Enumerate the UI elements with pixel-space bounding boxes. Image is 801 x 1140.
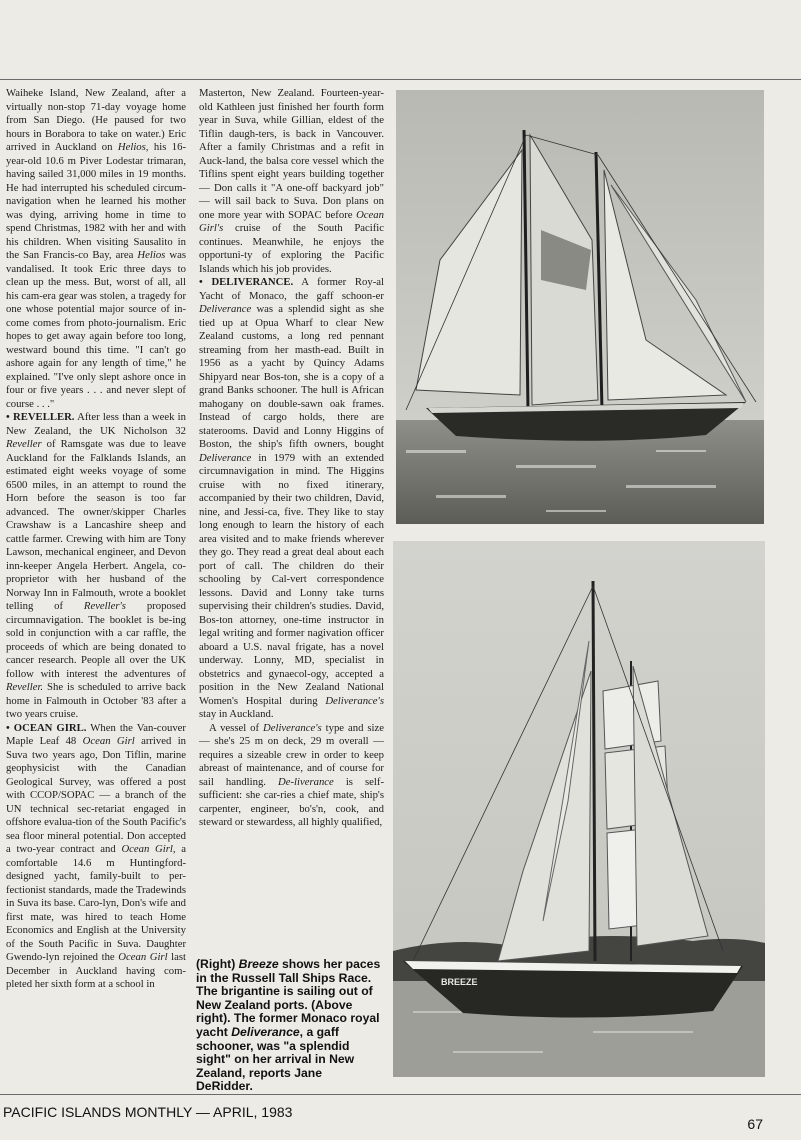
schooner-illustration <box>396 90 764 524</box>
paragraph-deliverance-crew: A vessel of Deliverance's type and size — she's 25 m on deck, 29 m overall — requires a sizeable crew in order to keep abreast of maintenance, and of course for sail handling. De-liverance is self-sufficient: she car-ries a chief mate, ship's carpenter, engineer, bo's'n, cook, and steward or stewardess, all highly qualified, <box>199 721 385 828</box>
page-number: 67 <box>747 1116 763 1132</box>
paragraph-ocean-girl: • OCEAN GIRL. When the Van-couver Maple Leaf 48 Ocean Girl arrived in Suva two years ago, Don Tiflin, marine geophysicist with the Canadian Geological Survey, was offered a post with CCOP/SOPAC — a branch of the UN technical sec-retariat engaged in offshore evalua-tion of the South Pacific's sea floor mineral potential. Don accepted a two-year contract and Ocean Girl, a comfortable 14.6 m Huntingford-designed yacht, family-built to per-fectionist standards, made the Tradewinds in Suva its base. Caro-lyn, Don's wife and first mate, was hired to teach Home Economics and English at the University of the South Pacific in Suva. Daughter Gwendo-lyn rejoined the Ocean Girl last December in Auckland having com-pleted her sixth form at a school in <box>6 721 187 990</box>
photo-caption: (Right) Breeze shows her paces in the Russell Tall Ships Race. The brigantine is sailing out of New Zealand ports. (Above right). The former Monaco royal yacht Deliverance, a gaff schooner, was "a splendid sight" on her arrival in New Zealand, reports Jane DeRidder. <box>196 957 381 1094</box>
text-column-left <box>6 87 186 992</box>
brigantine-illustration <box>393 541 765 1077</box>
top-rule <box>0 79 801 80</box>
section-heading-ocean-girl: • OCEAN GIRL. <box>6 721 87 734</box>
text-column-middle <box>199 87 384 830</box>
section-heading-reveller: • REVELLER. <box>6 411 75 423</box>
photo-breeze-brigantine <box>393 541 765 1077</box>
section-heading-deliverance: • DELIVERANCE. <box>199 276 294 288</box>
paragraph-deliverance: • DELIVERANCE. A former Roy-al Yacht of Monaco, the gaff schoon-er Deliverance was a splendid sight as she tied up at Opua Wharf to clear New Zealand customs, a long red pennant streaming from her masth-ead. Built in 1956 as a yacht by Quincy Adams Shipyard near Bos-ton, she is a copy of a grand Banks schooner. The hull is African mahogany on double-sawn oak frames. Instead of cargo holds, there are staterooms. David and Lonny Higgins of Boston, the ship's fifth owners, bought Deliverance in 1979 with an extended circumnavigation in mind. The Higgins cruise with no fixed itinerary, accompanied by their two children, David, nine, and Jessi-ca, five. They like to stay long enough to learn the history of each area visited and to make friends wherever they go. They read a great deal about each port of call. The children do their schooling by Cal-vert correspondence lessons. David and Lonny take turns supervising their children's studies. David, Bos-ton attorney, one-time instructor in legal writing and former nagivation officer aboard a U.S. naval frigate, has a novel underway. Lonny, MD, specialist in obstetrics and gynaecol-ogy, accepted a position in the New Zealand National Women's Hospital during Deliverance's stay in Auckland. <box>199 276 384 720</box>
paragraph-helios: Waiheke Island, New Zealand, after a virtually non-stop 71-day voyage home from San Diego. (He paused for two hours in Borabora to take on water.) Eric arrived in Auckland on Helios, his 16-year-old 10.6 m Piver Lodestar trimaran, having sailed 31,000 miles in 19 months. He had interrupted his scheduled circum-navigation when he learned his mother was dying, arriving home in time to spend Christmas, 1982 with her and with his children. When visiting Sausalito in the San Francis-co Bay, area Helios was vandalised. It took Eric three days to clean up the mess. But, worst of all, all his cam-era gear was stolen, a tragedy for one whose potential major source of in-come comes from photo-journalism. Eric hopes to get away again before too long, westward bound this time. "I can't go ashore again for any length of time," he explained. "I've only slept ashore once in four or five years . . . and never slept of course . . ." <box>6 87 187 410</box>
paragraph-ocean-girl-cont: Masterton, New Zealand. Fourteen-year-old Kathleen just finished her fourth form year in Suva, while Gillian, eldest of the Tiflin daugh-ters, is back in Vancouver. After a family Christmas and a refit in Auck-land, the balsa core vessel which the Tiflins spent eight years building together — Don calls it "A one-off backyard job" — will sail back to Suva. Don plans on one more year with SOPAC before Ocean Girl's cruise of the South Pacific continues. Meanwhile, he enjoys the opportuni-ty of exploring the Pacific Islands which his job provides. <box>199 87 384 275</box>
hull-name-text: BREEZE <box>441 977 478 987</box>
publication-footer: PACIFIC ISLANDS MONTHLY — APRIL, 1983 <box>3 1104 293 1120</box>
bottom-rule <box>0 1094 801 1095</box>
photo-deliverance-schooner <box>396 90 764 524</box>
paragraph-reveller: • REVELLER. After less than a week in New Zealand, the UK Nicholson 32 Reveller of Ramsgate was due to leave Auckland for the Falklands Islands, an estimated eight weeks voyage of some 6500 miles, in an attempt to round the Horn before the season is too far advanced. The owner/skipper Charles Crawshaw is a Lancashire sheep and cattle farmer. Crewing with him are Tony Lawson, mechanical engineer, and Devon inn-keeper Angela Herbert. Angela, co-proprietor with her husband of the Norway Inn in Falmouth, wrote a booklet telling of Reveller's proposed circumnavigation. The booklet is be-ing sold in conjunction with a car raffle, the proceeds of which are being donated to cancer research. People all over the UK follow with interest the adventures of Reveller. She is scheduled to arrive back home in Falmouth in October '83 after a two years cruise. <box>6 411 186 720</box>
